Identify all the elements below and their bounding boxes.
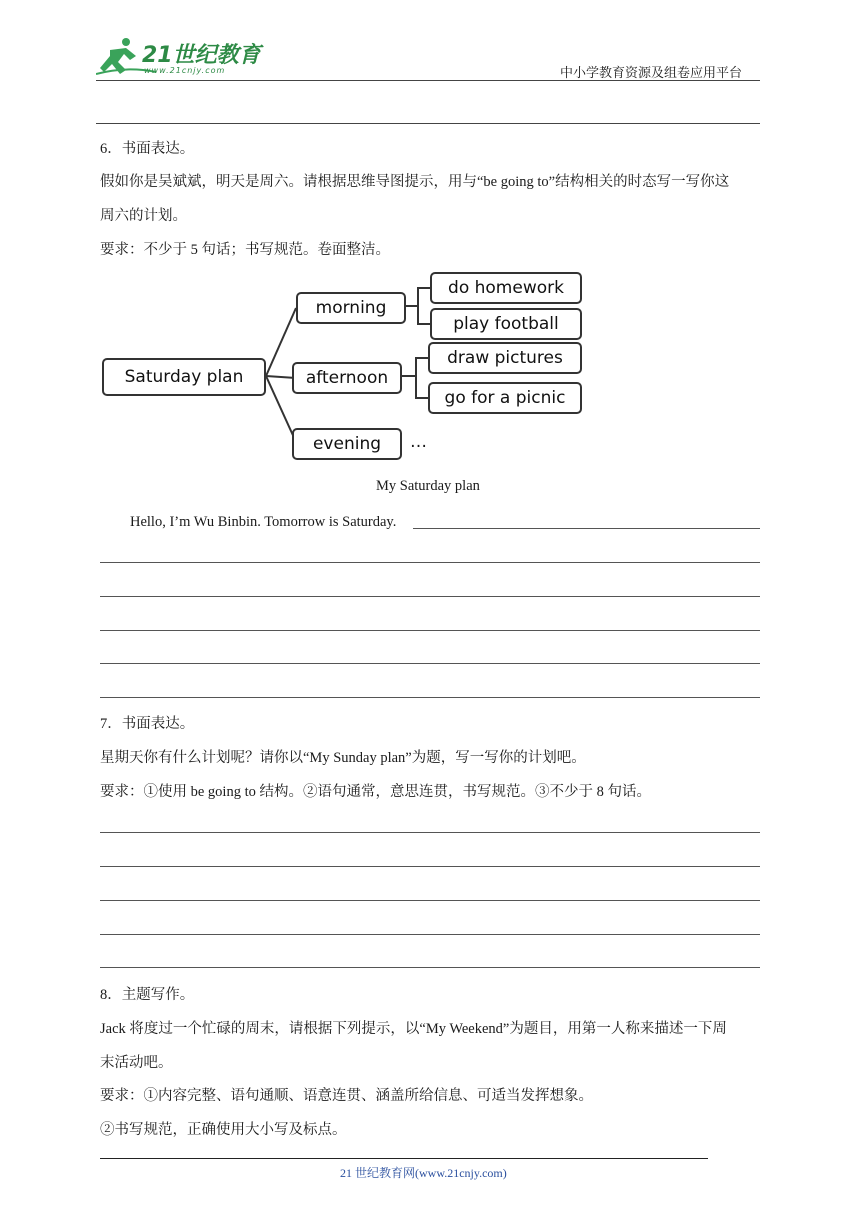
section-divider [96, 123, 760, 124]
mind-map-item-go-for-a-picnic: go for a picnic [428, 382, 582, 414]
answer-line[interactable] [100, 967, 760, 968]
footer-rule [100, 1158, 708, 1159]
mind-map-root: Saturday plan [102, 358, 266, 396]
q6-requirement: 要求：不少于 5 句话；书写规范。卷面整洁。 [100, 242, 390, 258]
mind-map-caption: My Saturday plan [376, 478, 480, 494]
answer-line[interactable] [100, 596, 760, 597]
answer-line[interactable] [100, 900, 760, 901]
q8-prompt-line2: 末活动吧。 [100, 1055, 173, 1071]
mind-map-evening: evening [292, 428, 402, 460]
mind-map [96, 266, 596, 466]
answer-line[interactable] [100, 934, 760, 935]
q8-title: 8．主题写作。 [100, 987, 195, 1003]
mind-map-item-draw-pictures: draw pictures [428, 342, 582, 374]
mind-map-ellipsis: … [410, 432, 427, 452]
answer-line[interactable] [100, 866, 760, 867]
mind-map-item-do-homework: do homework [430, 272, 582, 304]
mind-map-item-play-football: play football [430, 308, 582, 340]
mind-map-morning: morning [296, 292, 406, 324]
site-logo [96, 36, 266, 80]
header-rule [96, 80, 760, 81]
q7-prompt: 星期天你有什么计划呢？请你以“My Sunday plan”为题，写一写你的计划吧。 [100, 750, 586, 766]
q7-title: 7．书面表达。 [100, 716, 195, 732]
q6-start-sentence: Hello, I’m Wu Binbin. Tomorrow is Saturday. [130, 514, 397, 530]
answer-line[interactable] [100, 832, 760, 833]
q6-prompt-line1: 假如你是吴斌斌，明天是周六。请根据思维导图提示，用与“be going to”结构相关的时态写一写你这 [100, 174, 730, 190]
site-name: 中小学教育资源及组卷应用平台 [560, 65, 743, 80]
mind-map-afternoon: afternoon [292, 362, 402, 394]
answer-line[interactable] [413, 528, 760, 529]
q8-prompt-line1: Jack 将度过一个忙碌的周末，请根据下列提示，以“My Weekend”为题目，用第一人称来描述一下周 [100, 1021, 727, 1037]
logo-text: 21世纪教育 [142, 43, 261, 68]
answer-line[interactable] [100, 562, 760, 563]
answer-line[interactable] [100, 697, 760, 698]
footer-text[interactable]: 21 世纪教育网(www.21cnjy.com) [340, 1166, 507, 1180]
q6-prompt-line2: 周六的计划。 [100, 208, 187, 224]
q8-requirement-1: 要求：①内容完整、语句通顺、语意连贯、涵盖所给信息、可适当发挥想象。 [100, 1088, 593, 1104]
q7-requirement: 要求：①使用 be going to 结构。②语句通常，意思连贯，书写规范。③不少于 8 句话。 [100, 784, 651, 800]
logo-url: www.21cnjy.com [144, 66, 226, 75]
answer-line[interactable] [100, 663, 760, 664]
q8-requirement-2: ②书写规范，正确使用大小写及标点。 [100, 1122, 347, 1138]
q6-title: 6．书面表达。 [100, 141, 195, 157]
answer-line[interactable] [100, 630, 760, 631]
